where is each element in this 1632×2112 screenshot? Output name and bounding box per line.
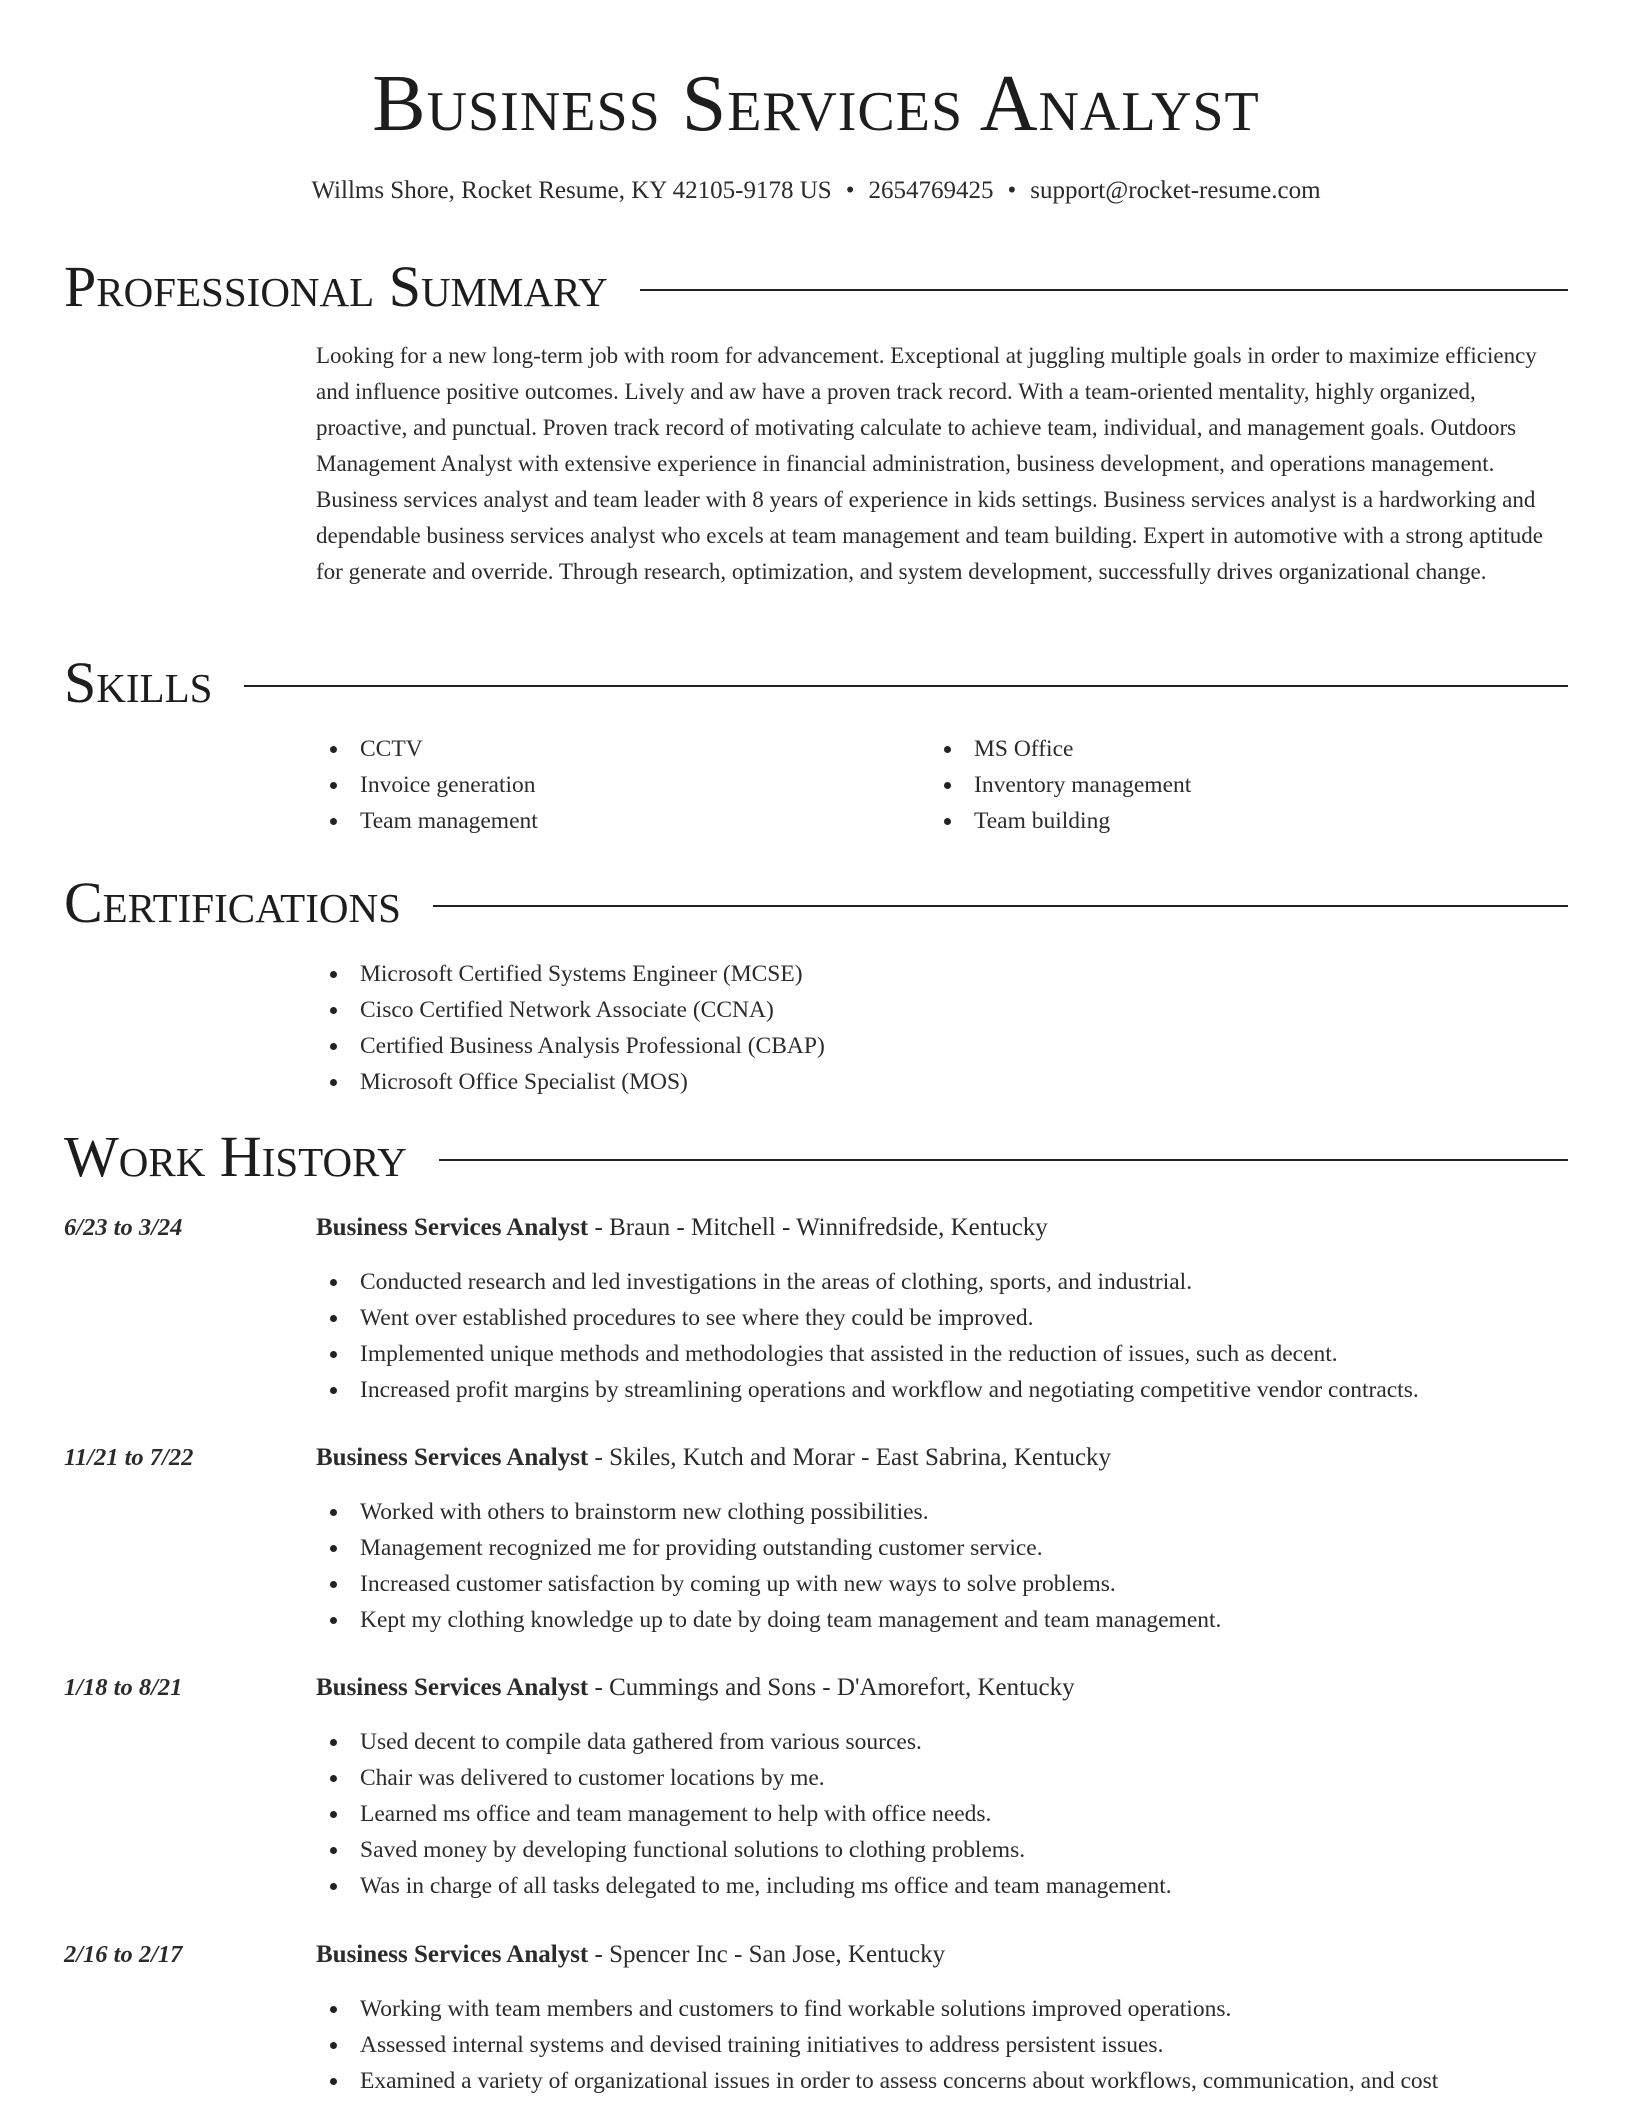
contact-phone: 2654769425 [868, 177, 994, 204]
section-header-summary [64, 254, 1568, 320]
skill-item: Team management [316, 803, 916, 839]
job-dates: 1/18 to 8/21 [64, 1674, 183, 1701]
job-bullet: Examined a variety of organizational issues in order to assess concerns about workflows, communication, and cost [316, 2063, 1568, 2099]
job-bullet: Implemented unique methods and methodologies that assisted in the reduction of issues, such as decent. [316, 1336, 1568, 1372]
section-header-work-history [64, 1124, 1568, 1190]
job-title: Business Services Analyst [316, 1674, 589, 1701]
section-rule [640, 289, 1568, 291]
job-bullet: Assessed internal systems and devised training initiatives to address persistent issues. [316, 2027, 1568, 2063]
skills-list-left [316, 731, 916, 839]
job-bullet: Used decent to compile data gathered from various sources. [316, 1724, 1568, 1760]
job-bullet: Saved money by developing functional solutions to clothing problems. [316, 1832, 1568, 1868]
contact-line [0, 174, 1632, 208]
section-title-certifications: Certifications [64, 870, 401, 935]
job-dates: 2/16 to 2/17 [64, 1941, 183, 1968]
contact-separator: • [845, 177, 855, 204]
section-rule [244, 685, 1568, 687]
contact-email[interactable]: support@rocket-resume.com [1030, 177, 1321, 204]
job-bullet: Chair was delivered to customer locations by me. [316, 1760, 1568, 1796]
job-bullet-list [316, 1494, 1568, 1638]
job-bullet: Conducted research and led investigations in the areas of clothing, sports, and industrial. [316, 1264, 1568, 1300]
job-heading [316, 1670, 1075, 1706]
contact-address: Willms Shore, Rocket Resume, KY 42105-9178 US [311, 177, 832, 204]
section-rule [433, 905, 1568, 907]
job-bullet: Learned ms office and team management to help with office needs. [316, 1796, 1568, 1832]
job-dates: 6/23 to 3/24 [64, 1214, 183, 1241]
job-heading [316, 1210, 1048, 1246]
skills-list-right [930, 731, 1530, 839]
job-dates: 11/21 to 7/22 [64, 1444, 194, 1471]
contact-separator: • [1007, 177, 1017, 204]
certification-item: Microsoft Office Specialist (MOS) [316, 1064, 1516, 1100]
job-employer-location: - Cummings and Sons - D'Amorefort, Kentucky [588, 1674, 1075, 1701]
skill-item: Invoice generation [316, 767, 916, 803]
section-header-certifications [64, 870, 1568, 936]
skill-item: Inventory management [930, 767, 1530, 803]
job-employer-location: - Spencer Inc - San Jose, Kentucky [588, 1941, 946, 1968]
skill-item: Team building [930, 803, 1530, 839]
job-bullet-list [316, 1991, 1568, 2099]
skill-item: CCTV [316, 731, 916, 767]
section-title-work-history: Work History [64, 1124, 407, 1189]
certification-item: Cisco Certified Network Associate (CCNA) [316, 992, 1516, 1028]
job-title: Business Services Analyst [316, 1941, 589, 1968]
job-bullet: Was in charge of all tasks delegated to me, including ms office and team management. [316, 1868, 1568, 1904]
job-heading [316, 1937, 945, 1973]
job-title: Business Services Analyst [316, 1444, 589, 1471]
job-title: Business Services Analyst [316, 1214, 589, 1241]
job-heading [316, 1440, 1111, 1476]
certifications-list [316, 956, 1516, 1100]
job-bullet: Worked with others to brainstorm new clothing possibilities. [316, 1494, 1568, 1530]
job-bullet: Kept my clothing knowledge up to date by doing team management and team management. [316, 1602, 1568, 1638]
job-employer-location: - Braun - Mitchell - Winnifredside, Kentucky [588, 1214, 1048, 1241]
section-title-summary: Professional Summary [64, 254, 608, 319]
job-employer-location: - Skiles, Kutch and Morar - East Sabrina, Kentucky [588, 1444, 1112, 1471]
job-bullet: Increased profit margins by streamlining operations and workflow and negotiating competitive vendor contracts. [316, 1372, 1568, 1408]
job-bullet-list [316, 1724, 1568, 1904]
certification-item: Microsoft Certified Systems Engineer (MCSE) [316, 956, 1516, 992]
section-header-skills [64, 650, 1568, 716]
section-rule [439, 1159, 1568, 1161]
skill-item: MS Office [930, 731, 1530, 767]
job-bullet: Increased customer satisfaction by coming up with new ways to solve problems. [316, 1566, 1568, 1602]
section-title-skills: Skills [64, 650, 213, 715]
job-bullet-list [316, 1264, 1568, 1408]
certification-item: Certified Business Analysis Professional (CBAP) [316, 1028, 1516, 1064]
job-bullet: Management recognized me for providing outstanding customer service. [316, 1530, 1568, 1566]
summary-text: Looking for a new long-term job with room for advancement. Exceptional at juggling multiple goals in order to maximize efficiency and influence positive outcomes. Lively and aw have a proven track record. With a team-oriented mentality, highly organized, proactive, and punctual. Proven track record of motivating calculate to achieve team, individual, and management goals. Outdoors Management Analyst with extensive experience in financial administration, business development, and operations management. Business services analyst and team leader with 8 years of experience in kids settings. Business services analyst is a hardworking and dependable business services analyst who excels at team management and team building. Expert in automotive with a strong aptitude for generate and override. Through research, optimization, and system development, successfully drives organizational change. [316, 343, 1543, 584]
job-bullet: Working with team members and customers to find workable solutions improved operations. [316, 1991, 1568, 2027]
job-bullet: Went over established procedures to see where they could be improved. [316, 1300, 1568, 1336]
candidate-name: Business Services Analyst [372, 60, 1260, 148]
